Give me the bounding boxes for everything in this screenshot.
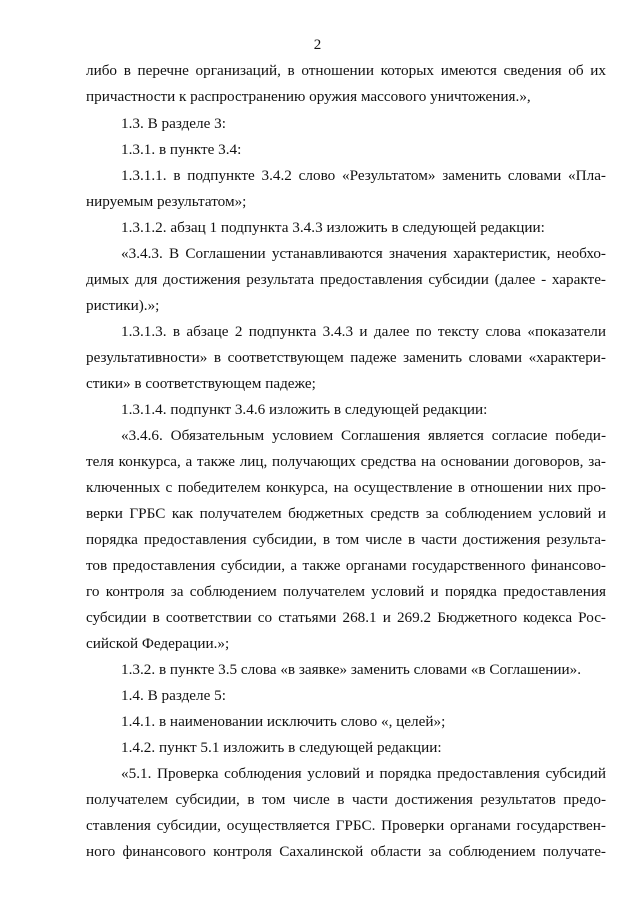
text-line: получателем субсидии, в том числе в части достижения результатов предо- — [86, 791, 606, 808]
text-line: тов предоставления субсидии, а также органами государственного финансово- — [86, 557, 606, 574]
text-line: 1.3.1.2. абзац 1 подпункта 3.4.3 изложить в следующей редакции: — [121, 219, 545, 236]
text-line: 1.3.2. в пункте 3.5 слова «в заявке» заменить словами «в Соглашении». — [121, 661, 582, 678]
text-line: причастности к распространению оружия массового уничтожения.», — [86, 88, 531, 105]
text-line: 1.4.2. пункт 5.1 изложить в следующей редакции: — [121, 739, 442, 756]
text-line: «3.4.6. Обязательным условием Соглашения является согласие победи- — [121, 427, 606, 444]
text-line: 1.4. В разделе 5: — [121, 687, 226, 704]
text-line: стики» в соответствующем падеже; — [86, 375, 316, 392]
text-line: нируемым результатом»; — [86, 193, 247, 210]
text-line: 1.3.1.4. подпункт 3.4.6 изложить в следующей редакции: — [121, 401, 488, 418]
text-line: 1.3.1.1. в подпункте 3.4.2 слово «Результатом» заменить словами «Пла- — [121, 167, 606, 184]
text-line: субсидии в соответствии со статьями 268.1 и 269.2 Бюджетного кодекса Рос- — [86, 609, 606, 626]
text-line: 1.3.1.3. в абзаце 2 подпункта 3.4.3 и далее по тексту слова «показатели — [121, 323, 606, 340]
text-line: «3.4.3. В Соглашении устанавливаются значения характеристик, необхо- — [121, 245, 606, 262]
text-line: ного финансового контроля Сахалинской области за соблюдением получате- — [86, 843, 606, 860]
text-line: 1.4.1. в наименовании исключить слово «, целей»; — [121, 713, 446, 730]
text-line: ставления субсидии, осуществляется ГРБС. Проверки органами государствен- — [86, 817, 606, 834]
text-line: сийской Федерации.»; — [86, 635, 230, 652]
text-line: ключенных с победителем конкурса, на осуществление в отношении них про- — [86, 479, 606, 496]
text-line: «5.1. Проверка соблюдения условий и порядка предоставления субсидий — [121, 765, 606, 782]
text-line: ристики).»; — [86, 297, 160, 314]
text-line: 1.3.1. в пункте 3.4: — [121, 141, 242, 158]
text-line: верки ГРБС как получателем бюджетных средств за соблюдением условий и — [86, 505, 606, 522]
text-line: либо в перечне организаций, в отношении которых имеются сведения об их — [86, 62, 606, 79]
text-line: теля конкурса, а также лиц, получающих средства на основании договоров, за- — [86, 453, 606, 470]
text-line: результативности» в соответствующем падеже заменить словами «характери- — [86, 349, 606, 366]
text-line: го контроля за соблюдением получателем условий и порядка предоставления — [86, 583, 606, 600]
text-line: порядка предоставления субсидии, в том числе в части достижения результа- — [86, 531, 606, 548]
page-number: 2 — [313, 37, 322, 53]
text-line: димых для достижения результата предоставления субсидии (далее - характе- — [86, 271, 606, 288]
text-line: 1.3. В разделе 3: — [121, 115, 226, 132]
